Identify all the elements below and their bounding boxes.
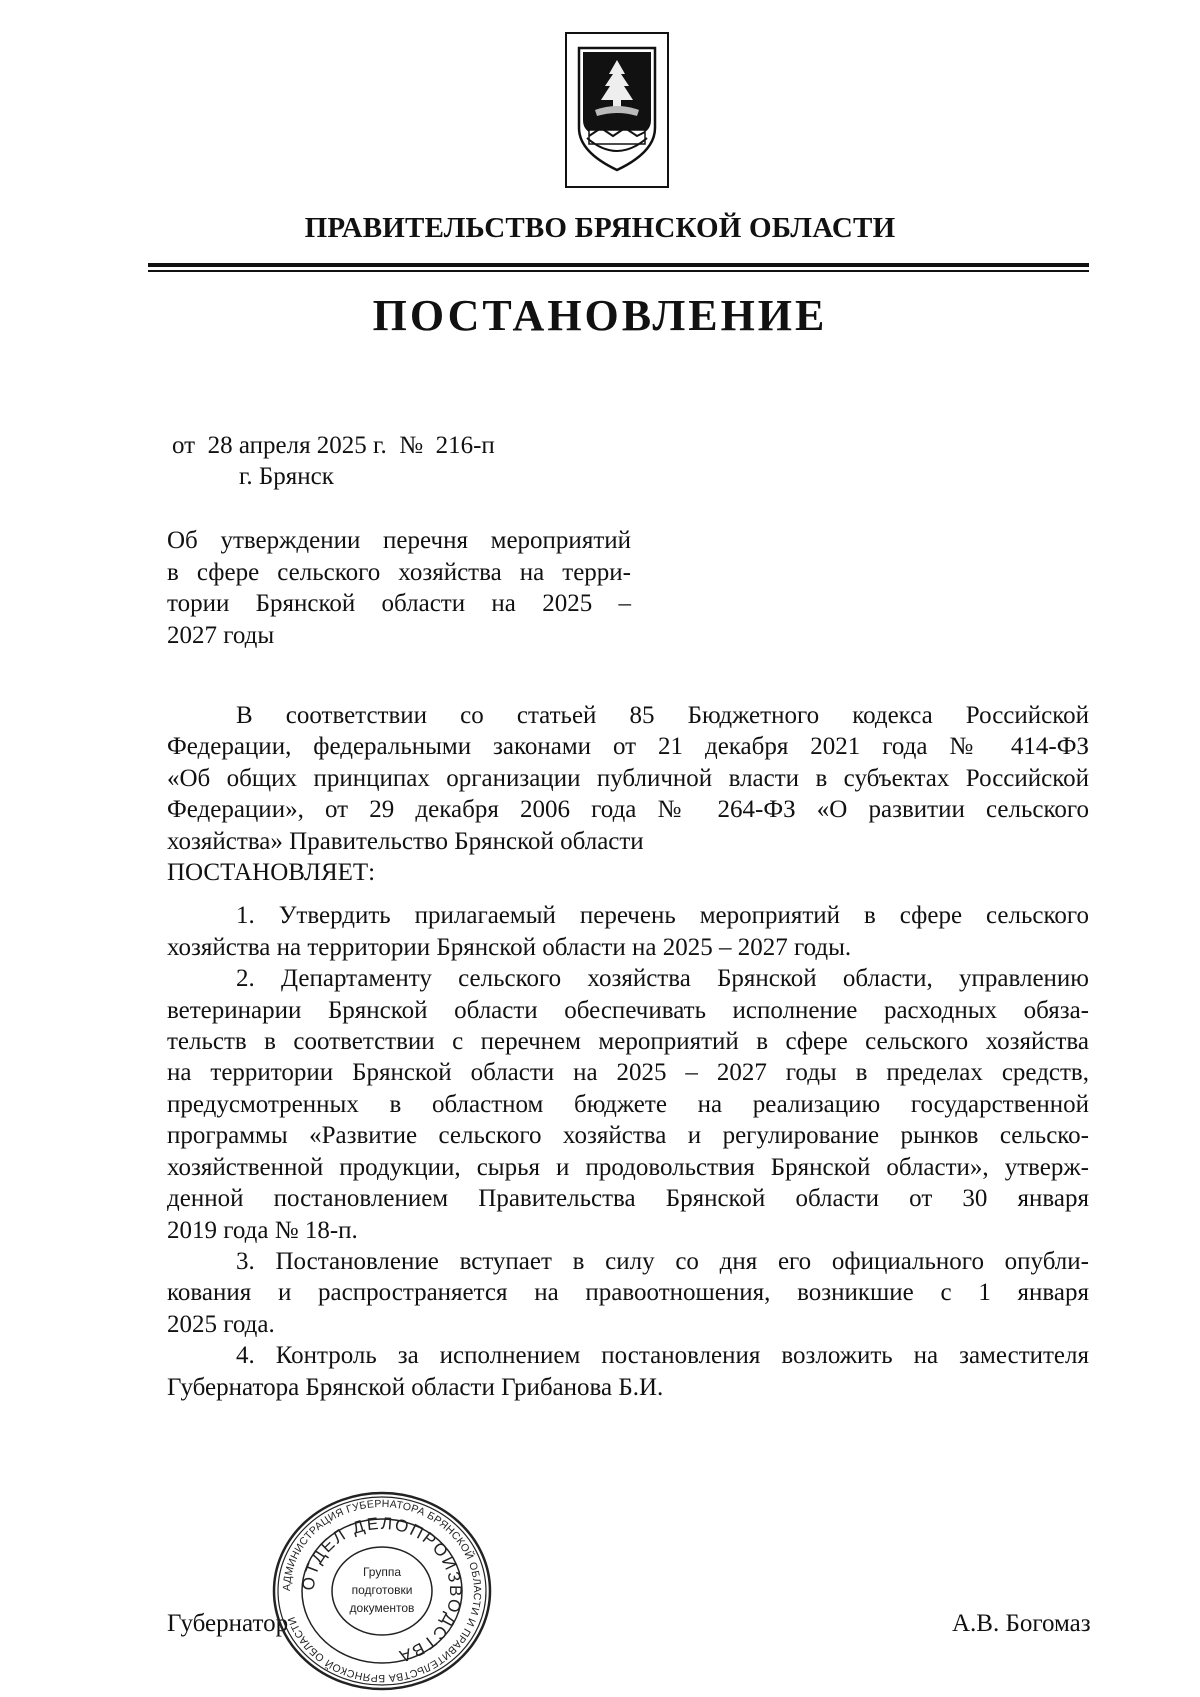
organization-name: ПРАВИТЕЛЬСТВО БРЯНСКОЙ ОБЛАСТИ xyxy=(304,212,896,244)
item4-line: Губернатора Брянской области Грибанова Б.И. xyxy=(167,1373,664,1401)
item2-line: программы «Развитие сельского хозяйства и регулирование рынков сельско- xyxy=(167,1122,1089,1150)
header-rule-thick xyxy=(148,263,1089,267)
signatory-name: А.В. Богомаз xyxy=(952,1610,1091,1637)
preamble-line: Федерации, федеральными законами от 21 декабря 2021 года № 414-ФЗ xyxy=(167,733,1089,761)
stamp-outer-text: АДМИНИСТРАЦИЯ ГУБЕРНАТОРА БРЯНСКОЙ ОБЛАСТИ И ПРАВИТЕЛЬСТВА БРЯНСКОЙ ОБЛАСТИ xyxy=(280,1497,484,1685)
stamp-ring-text: ОТДЕЛ ДЕЛОПРОИЗВОДСТВА xyxy=(298,1513,466,1667)
item1-line: хозяйства на территории Брянской области на 2025 – 2027 годы. xyxy=(167,933,852,961)
item2-line: денной постановлением Правительства Брянской области от 30 января xyxy=(167,1185,1089,1213)
subject-line: в сфере сельского хозяйства на терри- xyxy=(167,558,631,586)
preamble-line: «Об общих принципах организации публичной власти в субъектах Российской xyxy=(167,764,1089,792)
city: г. Брянск xyxy=(239,463,334,490)
resolves-word: ПОСТАНОВЛЯЕТ: xyxy=(167,859,376,887)
coat-of-arms-emblem xyxy=(565,32,669,188)
document-type-title: ПОСТАНОВЛЕНИЕ xyxy=(372,291,828,340)
date-and-number: от 28 апреля 2025 г. № 216-п xyxy=(172,432,495,459)
subject-line: тории Брянской области на 2025 – xyxy=(167,590,631,617)
item4-line: 4. Контроль за исполнением постановления возложить на заместителя xyxy=(236,1342,1089,1370)
subject-line: 2027 годы xyxy=(167,621,275,649)
item2-line: ветеринарии Брянской области обеспечивать исполнение расходных обяза- xyxy=(167,996,1089,1024)
item3-line: 2025 года. xyxy=(167,1310,275,1338)
item2-line: тельств в соответствии с перечнем мероприятий в сфере сельского хозяйства xyxy=(167,1028,1089,1056)
item3-line: 3. Постановление вступает в силу со дня его официального опубли- xyxy=(236,1247,1089,1275)
item2-line: предусмотренных в областном бюджете на реализацию государственной xyxy=(167,1090,1089,1118)
item2-line: на территории Брянской области на 2025 – 2027 годы в пределах средств, xyxy=(167,1059,1089,1087)
document-body xyxy=(167,700,1089,1403)
preamble-line: хозяйства» Правительство Брянской области xyxy=(167,827,644,855)
preamble-line: Федерации», от 29 декабря 2006 года № 264-ФЗ «О развитии сельского xyxy=(167,796,1089,824)
stamp-center-line: документов xyxy=(349,1601,415,1615)
stamp-center-line: подготовки xyxy=(351,1583,413,1597)
item3-line: кования и распространяется на правоотношения, возникшие с 1 января xyxy=(167,1279,1089,1307)
header-rule-thin xyxy=(148,270,1089,272)
item2-line: 2019 года № 18-п. xyxy=(167,1216,358,1244)
preamble-line: В соответствии со статьей 85 Бюджетного кодекса Российской xyxy=(236,702,1089,729)
item2-line: 2. Департаменту сельского хозяйства Брянской области, управлению xyxy=(236,965,1089,993)
signatory-title: Губернатор xyxy=(167,1610,289,1637)
subject-line: Об утверждении перечня мероприятий xyxy=(167,527,631,554)
document-subject xyxy=(167,525,631,651)
office-stamp xyxy=(268,1488,496,1694)
item2-line: хозяйственной продукции, сырья и продовольствия Брянской области», утверж- xyxy=(167,1153,1089,1181)
stamp-center-line: Группа xyxy=(362,1565,402,1579)
item1-line: 1. Утвердить прилагаемый перечень мероприятий в сфере сельского xyxy=(236,902,1089,930)
